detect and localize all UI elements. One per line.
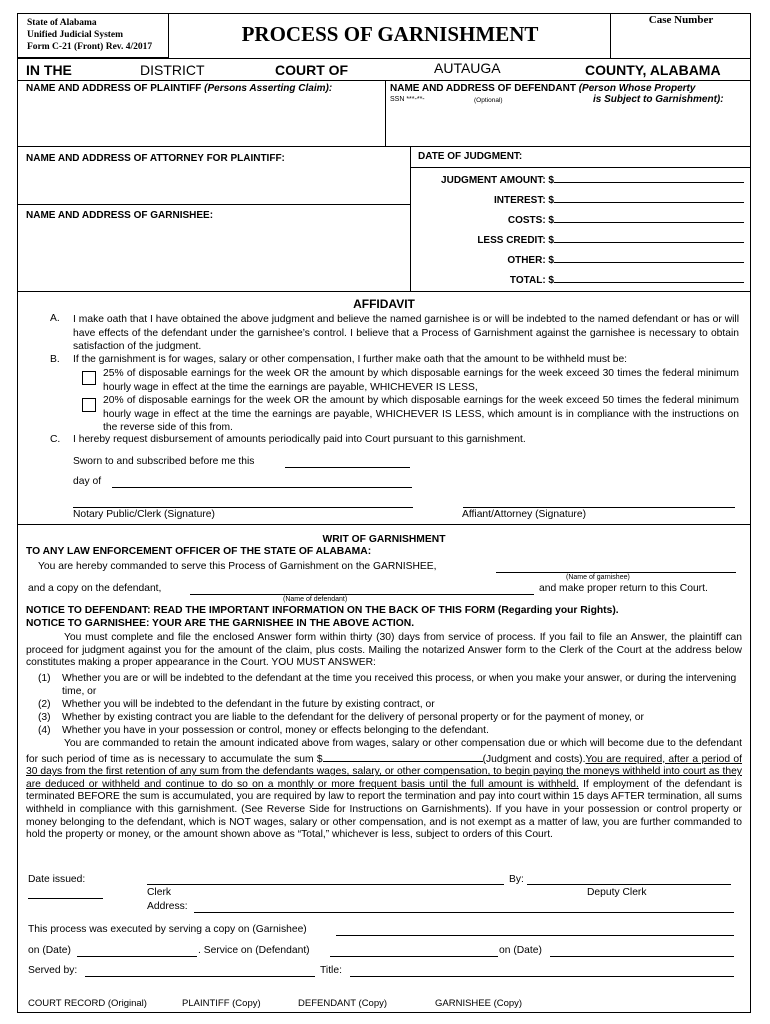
writ-answer-instructions: You must complete and file the enclosed Answer form within thirty (30) days from service of process. If you fail to file an Answer, the plaintiff can proceed for judgment against you for the amount of the claim, plus costs. Mailing the notarized Answer form to the Clerk of the Court at the address below constitutes making a proper appearance in the Court. YOU MUST ANSWER:: [26, 632, 742, 669]
document-title: PROCESS OF GARNISHMENT: [241, 22, 539, 46]
court-of-label: COURT OF: [275, 62, 349, 78]
address-label: Address:: [147, 901, 188, 912]
answer-item-2-text: Whether you will be indebted to the defendant in the future by existing contract, or: [62, 699, 435, 710]
case-number-label: Case Number: [648, 14, 714, 26]
affidavit-a-letter: A.: [50, 313, 60, 324]
defendant-label: NAME AND ADDRESS OF DEFENDANT (Person Whose Property: [390, 83, 696, 94]
ssn-field[interactable]: SSN ***-**-: [390, 96, 425, 103]
executed-label: This process was executed by serving a copy on (Garnishee): [28, 924, 307, 935]
interest-field[interactable]: [554, 192, 744, 203]
attorney-label: NAME AND ADDRESS OF ATTORNEY FOR PLAINTIFF:: [26, 153, 285, 164]
county-state-label: COUNTY, ALABAMA: [585, 62, 721, 78]
less-credit-row: LESS CREDIT: $: [410, 232, 744, 246]
garnishee-served-field[interactable]: [336, 925, 734, 936]
defendant-name-caption: (Name of defendant): [283, 596, 348, 603]
writ-copy-defendant: and a copy on the defendant,: [28, 583, 162, 594]
affidavit-b-letter: B.: [50, 354, 60, 365]
server-title-field[interactable]: [350, 966, 734, 977]
deputy-clerk-label: Deputy Clerk: [587, 887, 647, 898]
option-20-percent-checkbox[interactable]: [82, 398, 96, 412]
date-of-judgment-label: DATE OF JUDGMENT:: [418, 151, 523, 162]
sworn-statement: Sworn to and subscribed before me this: [73, 456, 255, 467]
title-label: Title:: [320, 965, 342, 976]
clerk-signature-line[interactable]: [147, 874, 504, 885]
affidavit-c-letter: C.: [50, 434, 61, 445]
notice-to-garnishee: NOTICE TO GARNISHEE: YOUR ARE THE GARNISHEE IN THE ABOVE ACTION.: [26, 618, 415, 629]
writ-to-officer: TO ANY LAW ENFORCEMENT OFFICER OF THE STATE OF ALABAMA:: [26, 546, 372, 557]
state-name: State of Alabama: [27, 18, 97, 28]
answer-item-3-num: (3): [38, 712, 51, 723]
in-the-label: IN THE: [26, 62, 72, 78]
garnishee-name-field[interactable]: [496, 562, 736, 573]
deputy-signature-line[interactable]: [527, 874, 731, 885]
affidavit-a-text: I make oath that I have obtained the above judgment and believe the named garnishee is or will be indebted to the named defendant or has or will have effects of the defendant under the garnishee’s control. I believe that a Process of Garnishment against the garnishee is necessary to obtain satisfaction of the judgment.: [73, 314, 739, 352]
judicial-system: Unified Judicial System: [27, 30, 124, 40]
served-by-field[interactable]: [85, 966, 315, 977]
defendant-served-field[interactable]: [330, 946, 498, 957]
garnishee-service-date-field[interactable]: [77, 946, 197, 957]
total-field[interactable]: [554, 272, 744, 283]
county-field[interactable]: AUTAUGA: [434, 60, 501, 76]
day-of-field[interactable]: [112, 477, 412, 488]
option-25-percent-checkbox[interactable]: [82, 371, 96, 385]
answer-item-2-num: (2): [38, 699, 51, 710]
defendant-service-date-field[interactable]: [550, 946, 734, 957]
footer-court-record: COURT RECORD (Original): [28, 998, 147, 1009]
service-defendant-label: . Service on (Defendant): [198, 945, 310, 956]
clerk-label: Clerk: [147, 887, 172, 898]
interest-row: INTEREST: $: [410, 192, 744, 206]
served-by-label: Served by:: [28, 965, 78, 976]
answer-item-1-num: (1): [38, 673, 51, 684]
writ-title: WRIT OF GARNISHMENT: [322, 534, 446, 545]
other-row: OTHER: $: [410, 252, 744, 266]
defendant-name-field[interactable]: [190, 584, 534, 595]
garnishee-name-caption: (Name of garnishee): [566, 574, 630, 581]
notice-to-defendant: NOTICE TO DEFENDANT: READ THE IMPORTANT INFORMATION ON THE BACK OF THIS FORM (Regarding your Rights).: [26, 605, 619, 616]
affiant-signature-line[interactable]: [463, 497, 735, 508]
writ-commanded: You are hereby commanded to serve this Process of Garnishment on the GARNISHEE,: [38, 561, 437, 572]
form-identifier: [27, 17, 152, 53]
accumulate-sum-field[interactable]: [323, 751, 483, 762]
affidavit-title: AFFIDAVIT: [353, 297, 415, 311]
defendant-sub-label: is Subject to Garnishment):: [593, 94, 724, 105]
form-number: Form C-21 (Front) Rev. 4/2017: [27, 42, 153, 52]
court-type-field[interactable]: DISTRICT: [140, 62, 205, 78]
on-date-2-label: on (Date): [499, 945, 542, 956]
total-row: TOTAL: $: [410, 272, 744, 286]
garnishee-label: NAME AND ADDRESS OF GARNISHEE:: [26, 210, 214, 221]
by-label: By:: [509, 874, 524, 885]
answer-item-1-text: Whether you are or will be indebted to the defendant at the time you received this process, or when you make your answer, or during the intervening time, or: [62, 673, 737, 697]
notary-signature-label: Notary Public/Clerk (Signature): [73, 509, 215, 520]
footer-defendant-copy: DEFENDANT (Copy): [298, 998, 388, 1009]
option-25-percent-text: 25% of disposable earnings for the week OR the amount by which disposable earnings for the week exceed 30 times the federal minimum hourly wage in effect at the time the earnings are payable, WHICHEVER IS LESS,: [103, 368, 739, 393]
affiant-signature-label: Affiant/Attorney (Signature): [462, 509, 587, 520]
affidavit-b-text: If the garnishment is for wages, salary or other compensation, I further make oath that the amount to be withheld must be:: [73, 354, 628, 365]
costs-row: COSTS: $: [410, 212, 744, 226]
judgment-amount-field[interactable]: [554, 172, 744, 183]
other-field[interactable]: [554, 252, 744, 263]
clerk-address-field[interactable]: [194, 902, 734, 913]
answer-item-4-num: (4): [38, 725, 51, 736]
date-issued-field[interactable]: [28, 888, 103, 899]
affidavit-c-text: I hereby request disbursement of amounts periodically paid into Court pursuant to this garnishment.: [73, 434, 526, 445]
judgment-amount-row: JUDGMENT AMOUNT: $: [410, 172, 744, 186]
date-issued-label: Date issued:: [28, 874, 86, 885]
option-20-percent-text: 20% of disposable earnings for the week OR the amount by which disposable earnings for the week exceed 50 times the federal minimum hourly wage in effect at the time the earnings are payable, WHICHEVER IS LESS, which amount is in compliance with the instructions on the reverse side of this from.: [103, 395, 739, 433]
writ-return-court: and make proper return to this Court.: [539, 583, 708, 594]
on-date-label: on (Date): [28, 945, 71, 956]
ssn-optional-label: (Optional): [474, 97, 503, 104]
day-of-label: day of: [73, 476, 102, 487]
writ-retain-instructions: You are commanded to retain the amount indicated above from wages, salary or other compensation due or which will become due to the defendant for such period of time as is necessary to accumulate the sum $ (Judgment and costs).You are required, after a period of 30 days from the first retention of any sum from the defendants wages, salary, or other compensation, to begin paying the moneys withheld into court as they are deduced or withheld and continue to do so on a monthly or more frequent basis until the full amount is withheld. If employment of the defendant is terminated BEFORE the sum is accumulated, you are required by law to report the termination and pay into court within 15 days AFTER termination, all sums withheld in compliance with this garnishment. (See Reverse Side for Instructions on Garnishments). If you have in your possession or control property or money belonging to the defendant, which is NOT wages, salary or other compensation, and is not exempt as a matter of law, you are further commanded to hold the property or money, or the amount shown above as “Total,” whichever is less, subject to orders of this Court.: [26, 738, 743, 841]
plaintiff-label: NAME AND ADDRESS OF PLAINTIFF (Persons Asserting Claim):: [26, 83, 333, 94]
costs-field[interactable]: [554, 212, 744, 223]
less-credit-field[interactable]: [554, 232, 744, 243]
footer-garnishee-copy: GARNISHEE (Copy): [435, 998, 523, 1009]
answer-item-3-text: Whether by existing contract you are liable to the defendant for the delivery of personal property or for the payment of money, or: [62, 712, 644, 723]
sworn-day-field[interactable]: [285, 457, 410, 468]
footer-plaintiff-copy: PLAINTIFF (Copy): [182, 998, 261, 1009]
answer-item-4-text: Whether you have in your possession or control, money or effects belonging to the defendant.: [62, 725, 489, 736]
notary-signature-line[interactable]: [73, 497, 413, 508]
